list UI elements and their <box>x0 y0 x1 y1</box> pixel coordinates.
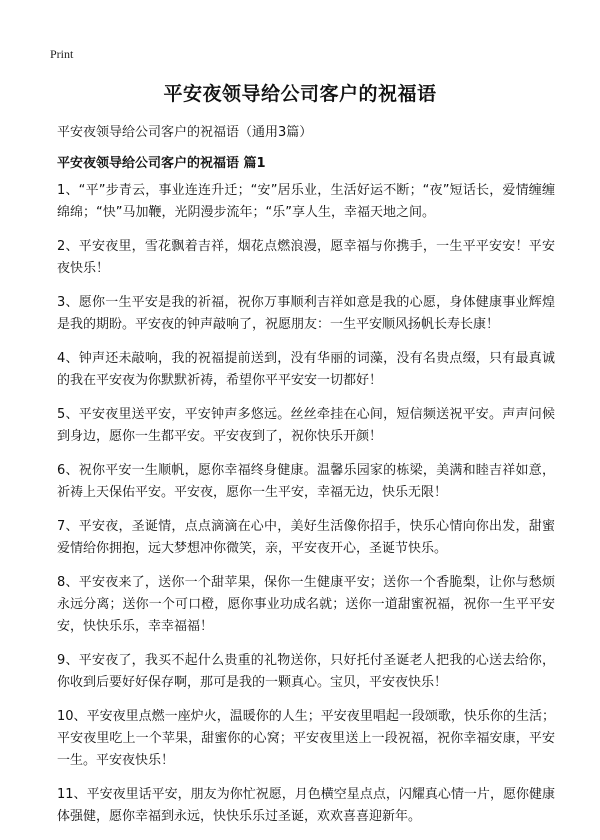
greeting-paragraph-7: 7、平安夜，圣诞情，点点滴滴在心中，美好生活像你招手，快乐心情向你出发，甜蜜爱情给你拥抱，远大梦想冲你微笑，亲，平安夜开心，圣诞节快乐。 <box>57 519 555 556</box>
greeting-paragraph-6: 6、祝你平安一生顺帆，愿你幸福终身健康。温馨乐园家的栋梁，美满和睦吉祥如意，祈祷上天保佑平安。平安夜，愿你一生平安，幸福无边，快乐无限！ <box>57 463 555 500</box>
document-subtitle: 平安夜领导给公司客户的祝福语（通用3篇） <box>57 125 313 140</box>
greeting-paragraph-3: 3、愿你一生平安是我的祈福，祝你万事顺利吉祥如意是我的心愿，身体健康事业辉煌是我的期盼。平安夜的钟声敲响了，祝愿朋友：一生平安顺风扬帆长寿长康！ <box>57 295 555 332</box>
greeting-paragraph-1: 1、“平”步青云，事业连连升迁；“安”居乐业，生活好运不断；“夜”短话长，爱情缠缠绵绵；“快”马加鞭，光阴漫步流年；“乐”享人生，幸福天地之间。 <box>57 183 555 220</box>
section-heading: 平安夜领导给公司客户的祝福语 篇1 <box>57 156 266 171</box>
greeting-paragraph-9: 9、平安夜了，我买不起什么贵重的礼物送你，只好托付圣诞老人把我的心送去给你，你收到后要好好保存啊，那可是我的一颗真心。宝贝，平安夜快乐！ <box>57 653 555 690</box>
greeting-list <box>57 180 555 840</box>
greeting-paragraph-11: 11、平安夜里话平安，朋友为你忙祝愿，月色横空星点点，闪耀真心情一片，愿你健康体强健，愿你幸福到永远，快快乐乐过圣诞，欢欢喜喜迎新年。 <box>57 787 555 824</box>
greeting-paragraph-8: 8、平安夜来了，送你一个甜苹果，保你一生健康平安；送你一个香脆梨，让你与愁烦永远分离；送你一个可口橙，愿你事业功成名就；送你一道甜蜜祝福，祝你一生平平安安，快快乐乐，幸幸福福！ <box>57 575 555 634</box>
greeting-paragraph-2: 2、平安夜里，雪花飘着吉祥，烟花点燃浪漫，愿幸福与你携手，一生平平安安！平安夜快乐！ <box>57 239 555 276</box>
greeting-paragraph-4: 4、钟声还未敲响，我的祝福提前送到，没有华丽的词藻，没有名贵点缀，只有最真诚的我在平安夜为你默默祈祷，希望你平平安安一切都好！ <box>57 351 555 388</box>
print-link[interactable]: Print <box>50 47 74 61</box>
page-title: 平安夜领导给公司客户的祝福语 <box>163 83 437 105</box>
greeting-paragraph-10: 10、平安夜里点燃一座炉火，温暖你的人生；平安夜里唱起一段颂歌，快乐你的生活；平安夜里吃上一个苹果，甜蜜你的心窝；平安夜里送上一段祝福，祝你幸福安康，平安一生。平安夜快乐！ <box>57 709 555 768</box>
greeting-paragraph-5: 5、平安夜里送平安，平安钟声多悠远。丝丝牵挂在心间，短信频送祝平安。声声问候到身边，愿你一生都平安。平安夜到了，祝你快乐开颜！ <box>57 407 555 444</box>
